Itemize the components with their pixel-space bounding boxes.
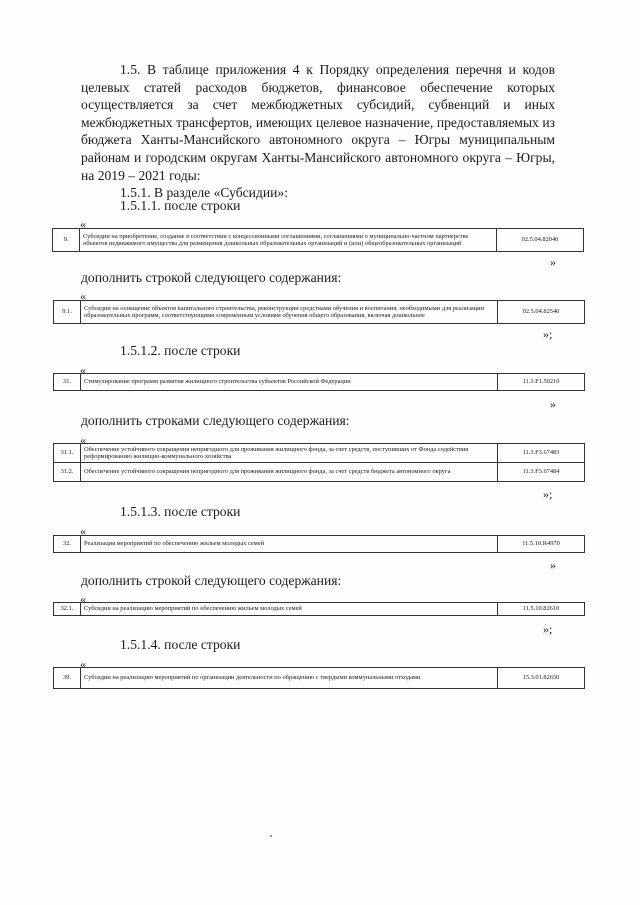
open-quote: « — [80, 363, 86, 377]
table-row-9 — [52, 228, 584, 252]
row-code: 11.5.10.82610 — [498, 603, 585, 616]
row-description: Обеспечение устойчивого сокращения непригодного для проживания жилищного фонда, за счет средств, поступивших от Фонда содействия реформированию жилищно-коммунального хозяйства — [81, 444, 498, 463]
row-code: 11.3.F3.67484 — [498, 463, 585, 482]
row-description: Субсидии на реализацию мероприятий по обеспечению жильем молодых семей — [81, 603, 498, 616]
row-description: Стимулирование программ развития жилищного строительства субъектов Российской Федерации — [81, 374, 498, 391]
close-quote: » — [550, 397, 556, 411]
row-number: 32. — [54, 536, 81, 553]
heading-1-5-1-3: 1.5.1.3. после строки — [120, 504, 241, 519]
open-quote: « — [80, 524, 86, 538]
row-number: 9.1. — [54, 301, 81, 324]
table-row-9-1 — [53, 300, 585, 324]
table-row-39 — [53, 667, 585, 689]
table-row — [54, 668, 585, 689]
row-code: 11.3.F1.50210 — [498, 374, 585, 391]
scan-speck — [270, 835, 272, 837]
heading-1-5-1-1: 1.5.1.1. после строки — [120, 198, 241, 213]
close-quote: » — [550, 255, 556, 269]
row-number: 9. — [53, 229, 80, 252]
row-description: Реализация мероприятий по обеспечению жильем молодых семей — [81, 536, 498, 553]
row-code: 15.3.01.82650 — [498, 668, 585, 689]
table-row-32-1 — [53, 602, 585, 616]
heading-1-5-1-2: 1.5.1.2. после строки — [120, 343, 241, 358]
table-row-32 — [53, 535, 585, 553]
close-quote-semicolon: »; — [543, 622, 553, 636]
close-quote-semicolon: »; — [543, 327, 553, 341]
row-description: Субсидии на оснащение объектов капитального строительства, реконструкции средствами обучения и воспитания, необходимыми для реализации образовательных программ, соответствующими современным условиям обучения общего образования, включая дошкольное — [81, 301, 498, 324]
open-quote: « — [80, 592, 86, 606]
row-code: 11.5.10.R4970 — [498, 536, 585, 553]
add-row-text: дополнить строкой следующего содержания: — [81, 573, 342, 588]
row-description: Субсидии на реализацию мероприятий по организации деятельности по обращению с твердыми коммунальными отходами — [81, 668, 498, 689]
intro-text — [81, 61, 555, 202]
row-description: Обеспечение устойчивого сокращения непригодного для проживания жилищного фонда, за счет средств бюджета автономного округа — [81, 463, 498, 482]
row-number: 31.1. — [54, 444, 81, 463]
table-row-31 — [53, 373, 585, 391]
open-quote: « — [80, 217, 86, 231]
add-row-text: дополнить строкой следующего содержания: — [81, 270, 342, 285]
row-code: 11.3.F3.67483 — [498, 444, 585, 463]
row-number: 31.2. — [54, 463, 81, 482]
table-row — [54, 444, 585, 463]
row-description: Субсидии на приобретение, создание в соответствии с концессионными соглашениями, соглашениями о муниципально-частном партнерстве объектов недвижимого имущества для размещения дошкольных образовательных организаций и (или) общеобразовательных организаций — [80, 229, 497, 252]
row-number: 39. — [54, 668, 81, 689]
table-row — [54, 603, 585, 616]
table-row — [53, 229, 584, 252]
table-row — [54, 374, 585, 391]
open-quote: « — [80, 657, 86, 671]
subsection-heading: 1.5.1. В разделе «Субсидии»: — [120, 185, 288, 201]
table-rows-31-1-31-2 — [53, 443, 585, 482]
open-quote: « — [80, 289, 86, 303]
table-row — [54, 536, 585, 553]
close-quote-semicolon: »; — [543, 487, 553, 501]
open-quote: « — [80, 433, 86, 447]
intro-paragraph: 1.5. В таблице приложения 4 к Порядку определения перечня и кодов целевых статей расходов бюджетов, финансовое обеспечение которых осуществляется за счет межбюджетных субсидий, субвенций и иных межбюджетных трансфертов, имеющих целевое назначение, предоставляемых из бюджета Ханты-Мансийского автономного округа – Югры муниципальным районам и городским округам Ханты-Мансийского автономного округа – Югры, на 2019 – 2021 годы: — [81, 62, 555, 183]
row-number: 32.1. — [54, 603, 81, 616]
table-row — [54, 301, 585, 324]
table-row — [54, 463, 585, 482]
close-quote: » — [550, 558, 556, 572]
row-code: 02.5.04.82040 — [497, 229, 584, 252]
row-code: 02.5.04.82540 — [498, 301, 585, 324]
row-number: 31. — [54, 374, 81, 391]
heading-1-5-1-4: 1.5.1.4. после строки — [120, 637, 241, 652]
add-rows-text: дополнить строками следующего содержания: — [81, 413, 350, 428]
